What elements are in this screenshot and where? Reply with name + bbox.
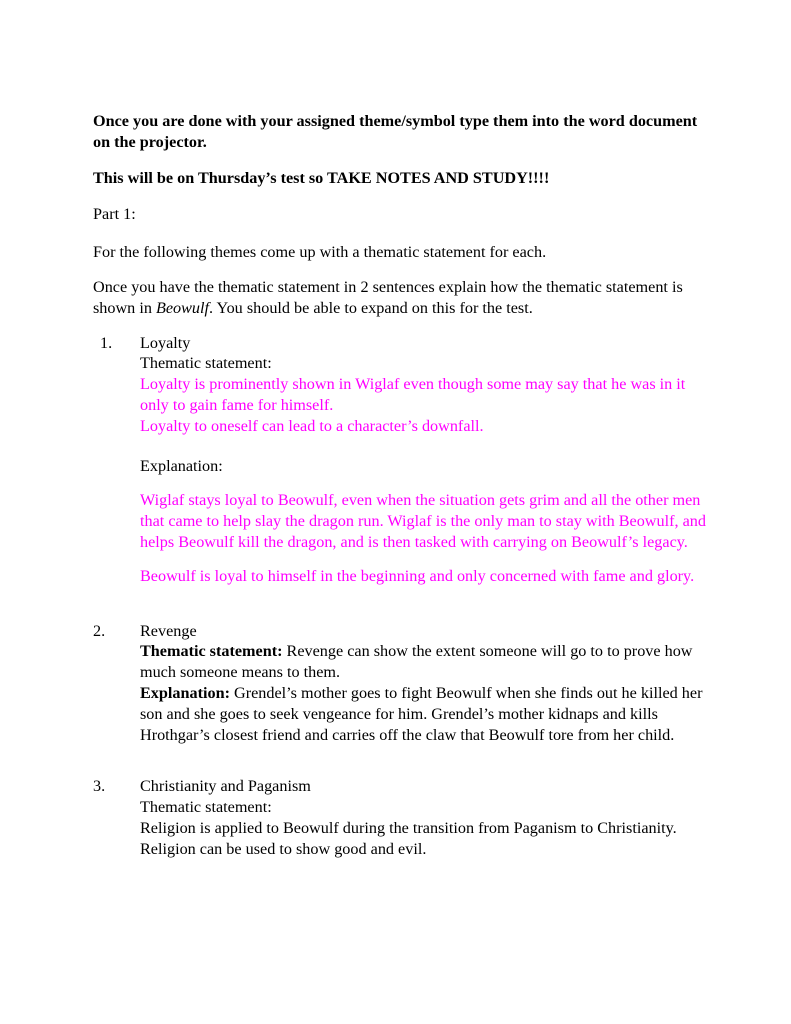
theme-title: Christianity and Paganism [140, 777, 311, 796]
statement-text: Religion is applied to Beowulf during the transition from Paganism to Christianity. [140, 818, 677, 837]
statement-label: Thematic statement: [140, 798, 272, 817]
theme-item-revenge [93, 621, 713, 746]
explanation-answer: Wiglaf stays loyal to Beowulf, even when the situation gets grim and all the other men that came to help slay the dragon run. Wiglaf is the only man to stay with Beowulf, and helps Beowulf kill the dragon, and is then tasked with carrying on Beowulf’s legacy. [140, 491, 706, 551]
theme-item-religion [93, 776, 713, 859]
theme-item-loyalty [93, 333, 713, 587]
theme-title: Loyalty [140, 333, 191, 352]
item-number: 1. [100, 333, 113, 352]
document-page [93, 111, 713, 860]
direction-text: For the following themes come up with a thematic statement for each. [93, 243, 547, 262]
theme-title: Revenge [140, 621, 197, 640]
explanation-paragraph [140, 683, 713, 745]
test-notice: This will be on Thursday’s test so TAKE NOTES AND STUDY!!!! [93, 168, 550, 187]
statement-paragraph [140, 641, 713, 683]
statement-label: Thematic statement: [140, 354, 272, 373]
part-label: Part 1: [93, 205, 136, 224]
explain-text-start: Once you have the thematic statement in 2 sentences explain how the thematic statement is shown in [93, 277, 683, 317]
explanation-answer: Beowulf is loyal to himself in the beginning and only concerned with fame and glory. [140, 566, 695, 585]
statement-answer: Loyalty to oneself can lead to a character’s downfall. [140, 416, 484, 435]
statement-answer: Loyalty is prominently shown in Wiglaf even though some may say that he was in it only to gain fame for himself. [140, 375, 686, 414]
item-number: 3. [93, 777, 106, 796]
instructions-heading: Once you are done with your assigned theme/symbol type them into the word document on the projector. [93, 112, 698, 151]
explain-text-end: . You should be able to expand on this for the test. [209, 298, 533, 317]
item-number: 2. [93, 621, 106, 640]
explanation-label: Explanation: [140, 456, 223, 475]
statement-text: Revenge can show the extent someone will go to to prove how much someone means to them. [140, 642, 693, 682]
explanation-label: Explanation: [140, 683, 230, 702]
explanation-text: Grendel’s mother goes to fight Beowulf when she finds out he killed her son and she goes to seek vengeance for him. Grendel’s mother kidnaps and kills Hrothgar’s closest friend and carries off the claw that Beowulf tore from her child. [140, 683, 703, 744]
statement-text: Religion can be used to show good and evil. [140, 839, 427, 858]
explain-instruction [93, 277, 713, 319]
book-title: Beowulf [155, 298, 210, 317]
statement-label: Thematic statement: [140, 642, 283, 661]
